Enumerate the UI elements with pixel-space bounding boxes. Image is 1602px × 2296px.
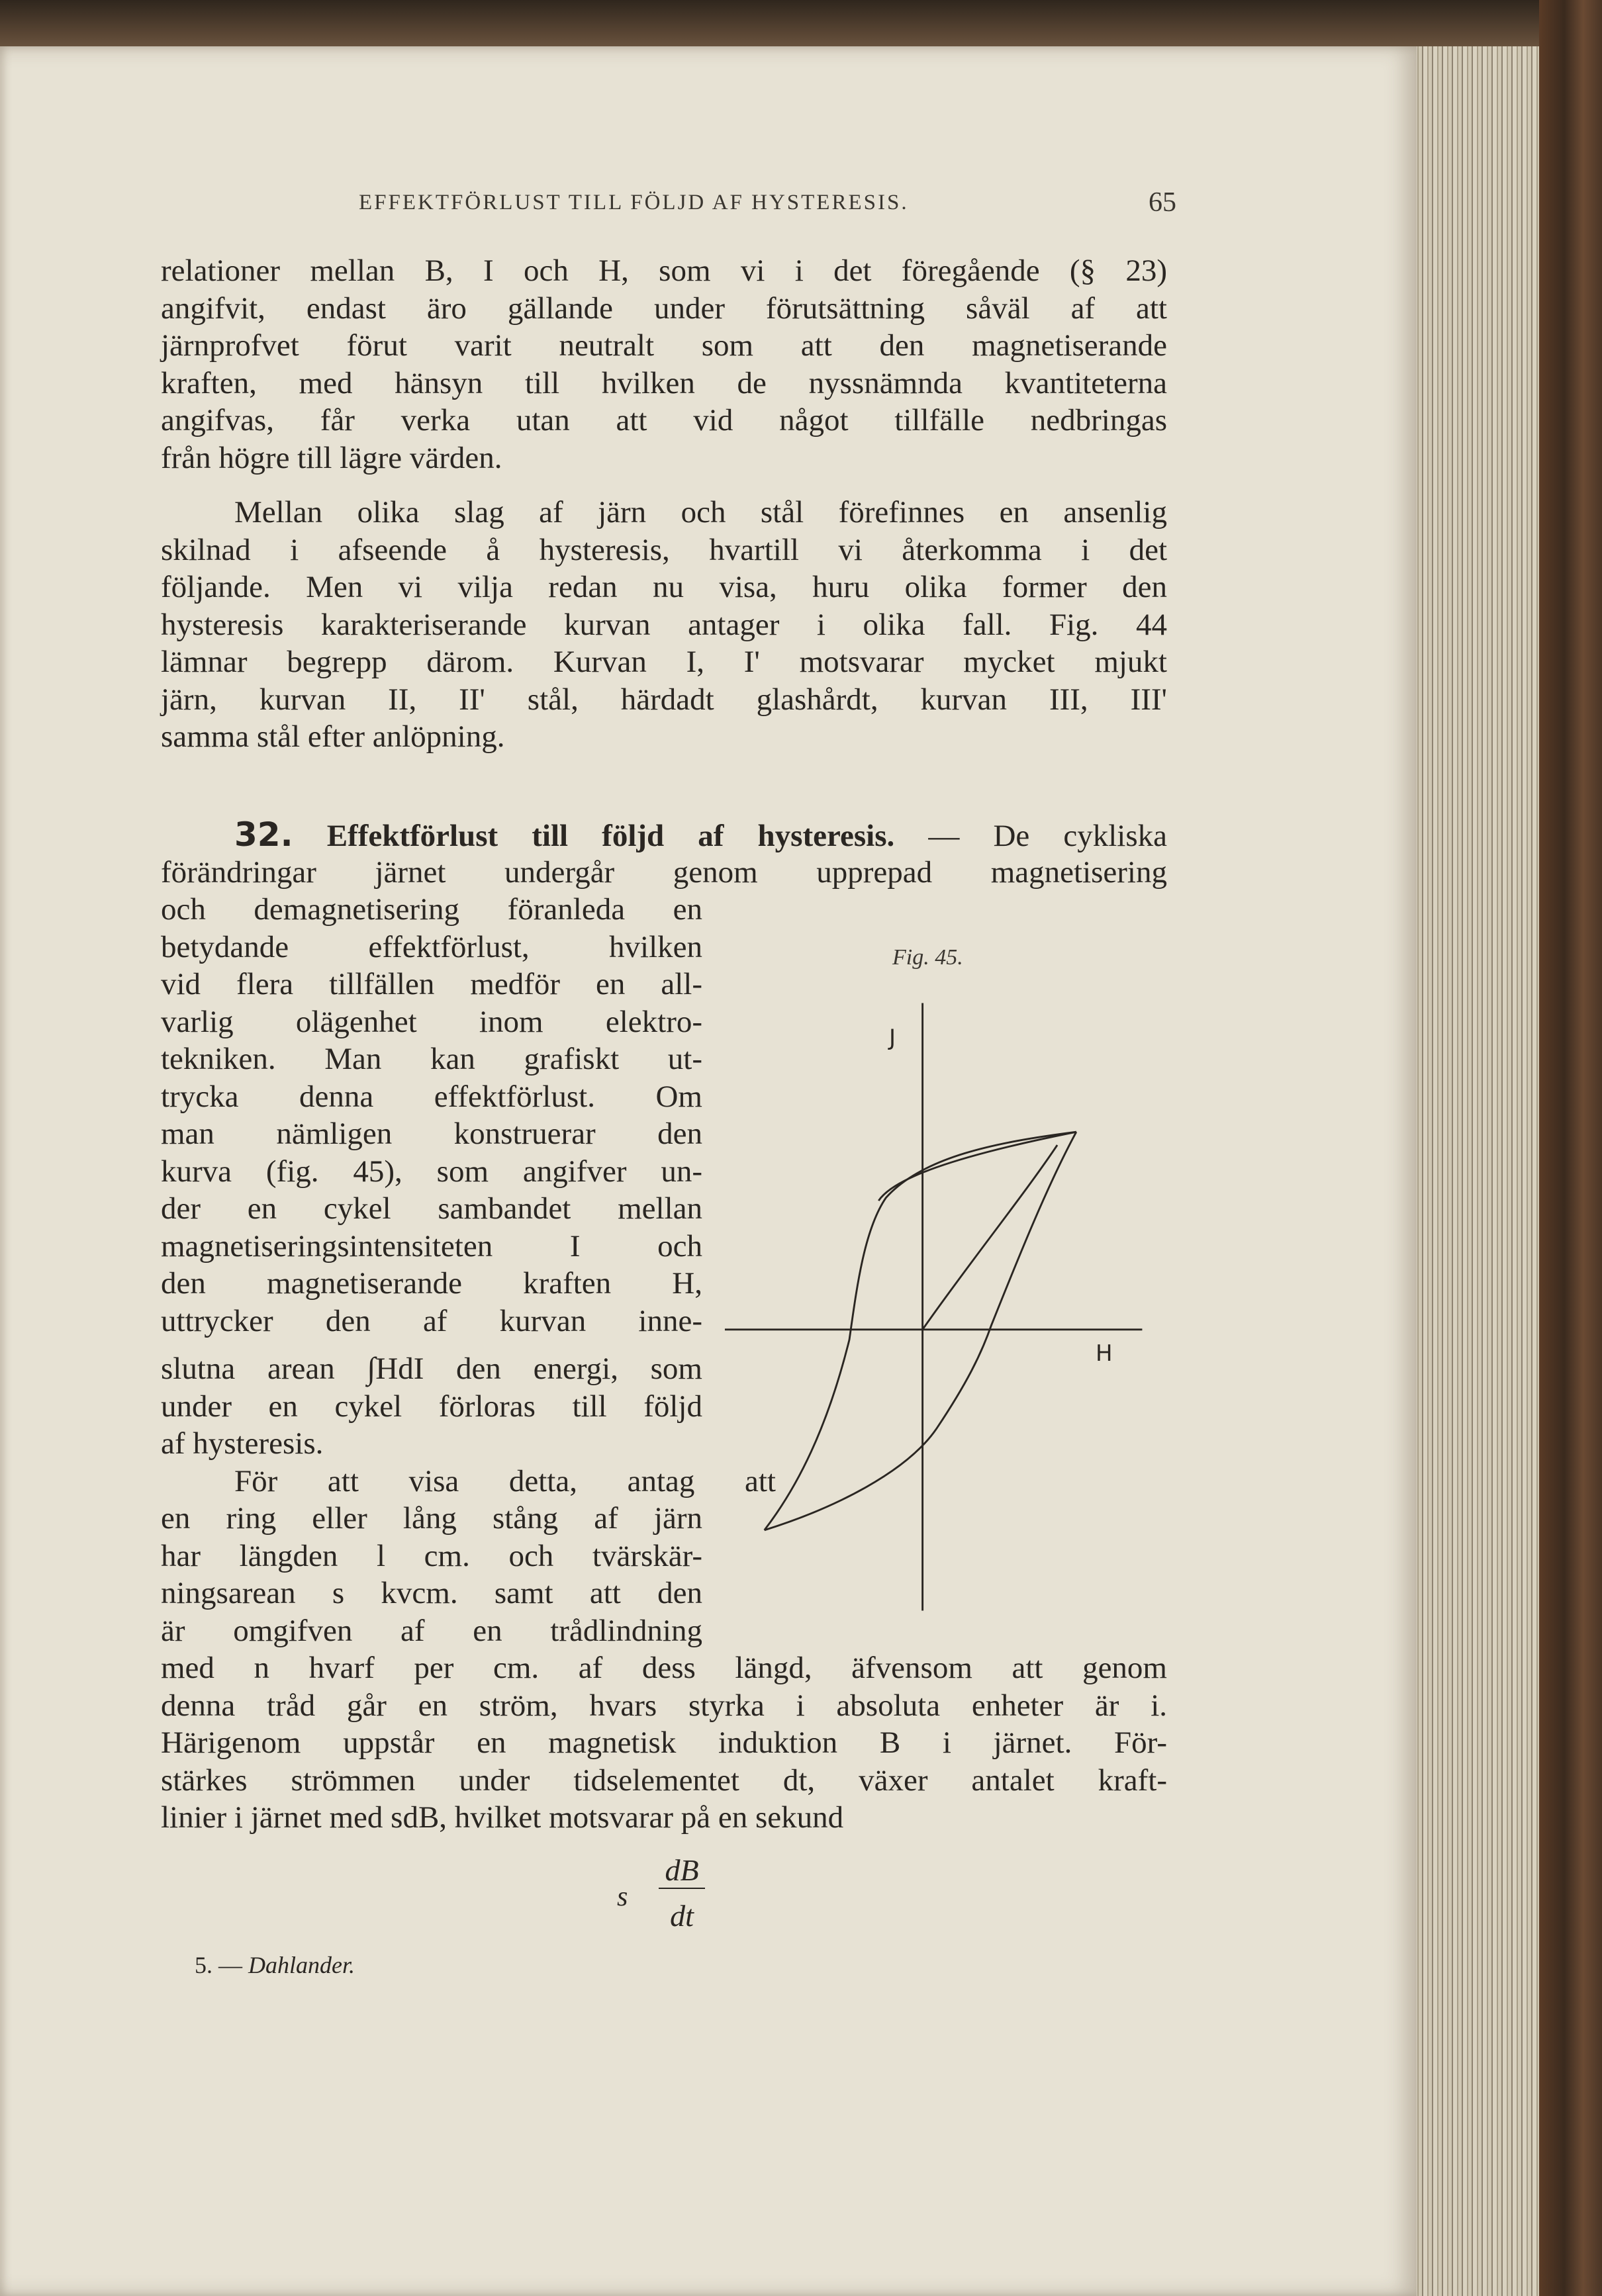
text-line: angifvit, endast äro gällande under förutsättning såväl af att [161,291,1167,326]
text-line: järnprofvet förut varit neutralt som att den magnetiserande [161,328,1167,363]
text-line: samma stål efter anlöpning. [161,719,505,754]
section-32 [161,816,1167,1837]
text-line: varlig olägenhet inom elektro- [161,1004,702,1039]
text-line: Mellan olika slag af järn och stål förefinnes en ansenlig [234,495,1167,529]
book-cover-right [1539,0,1602,2296]
text-line: är omgifven af en trådlindning [161,1613,702,1648]
text-line: af hysteresis. [161,1426,324,1461]
paragraph-1 [161,252,1167,477]
signature-dash: — [212,1952,248,1978]
text-line: skilnad i afseende å hysteresis, hvartill vi återkomma i det [161,532,1167,567]
text-line: uttrycker den af kurvan inne- [161,1303,702,1338]
text-line: betydande effektförlust, hvilken [161,929,702,964]
book-cover-top [0,0,1602,50]
signature-number: 5. [195,1952,212,1978]
text-line: magnetiseringsintensiteten I och [161,1228,702,1263]
text-line: angifvas, får verka utan att vid något tillfälle nedbringas [161,403,1167,437]
text-line: hysteresis karakteriserande kurvan antager i olika fall. Fig. 44 [161,607,1167,642]
section-title: Effektförlust till följd af hysteresis. [326,819,895,853]
x-axis-label: H [1096,1340,1113,1367]
running-title: EFFEKTFÖRLUST TILL FÖLJD AF HYSTERESIS. [359,191,909,214]
text-line: förändringar järnet undergår genom upprepad magnetisering [161,854,1167,890]
page-edges [1413,46,1542,2296]
text-line: med n hvarf per cm. af dess längd, äfvensom att genom [161,1651,1167,1685]
formula-numerator: dB [659,1853,705,1889]
text-line: tekniken. Man kan grafiskt ut- [161,1042,702,1076]
signature-author: Dahlander. [248,1952,355,1978]
formula-factor: s [617,1882,628,1912]
text-line: trycka denna effektförlust. Om [161,1079,702,1114]
text-line: under en cykel förloras till följd [161,1389,702,1424]
text-line: slutna arean ∫HdI den energi, som [161,1352,702,1386]
text-line: och demagnetisering föranleda en [161,892,702,927]
text-line: linier i järnet med sdB, hvilket motsvarar på en sekund [161,1800,844,1835]
text-line: lämnar begrepp därom. Kurvan I, I' motsvarar mycket mjukt [161,645,1167,679]
text-line: der en cykel sambandet mellan [161,1191,702,1226]
paragraph-2 [161,494,1167,756]
footer-signature [195,1951,355,1979]
section-intro: — De cykliska [894,819,1167,853]
text-line: följande. Men vi vilja redan nu visa, huru olika former den [161,570,1167,604]
text-line: man nämligen konstruerar den [161,1117,702,1151]
text-line: har längden l cm. och tvärskär- [161,1538,702,1573]
text-line: järn, kurvan II, II' stål, härdadt glashårdt, kurvan III, III' [161,682,1167,717]
text-line: vid flera tillfällen medför en all- [161,967,702,1001]
text-line: den magnetiserande kraften H, [161,1266,702,1301]
text-line: denna tråd går en ström, hvars styrka i absoluta enheter är i. [161,1688,1167,1723]
formula-denominator: dt [670,1899,694,1933]
section-heading [161,816,1167,854]
text-line: en ring eller lång stång af järn [161,1501,702,1536]
text-line: relationer mellan B, I och H, som vi i det föregående (§ 23) [161,253,1167,288]
figure-caption: Fig. 45. [892,945,963,970]
text-line: För att visa detta, antag att [234,1463,776,1498]
section-number: 32. [234,815,293,854]
y-axis-label: J [889,1025,896,1051]
text-line: kraften, med hänsyn till hvilken de nyssnämnda kvantiteterna [161,365,1167,400]
text-line: ningsarean s kvcm. samt att den [161,1576,702,1610]
text-line: kurva (fig. 45), som angifver un- [161,1154,702,1189]
text-line: Härigenom uppstår en magnetisk induktion B i järnet. För- [161,1725,1167,1760]
page-number: 65 [1149,187,1176,218]
text-line: från högre till lägre värden. [161,440,502,475]
text-line: stärkes strömmen under tidselementet dt, växer antalet kraft- [161,1763,1167,1798]
